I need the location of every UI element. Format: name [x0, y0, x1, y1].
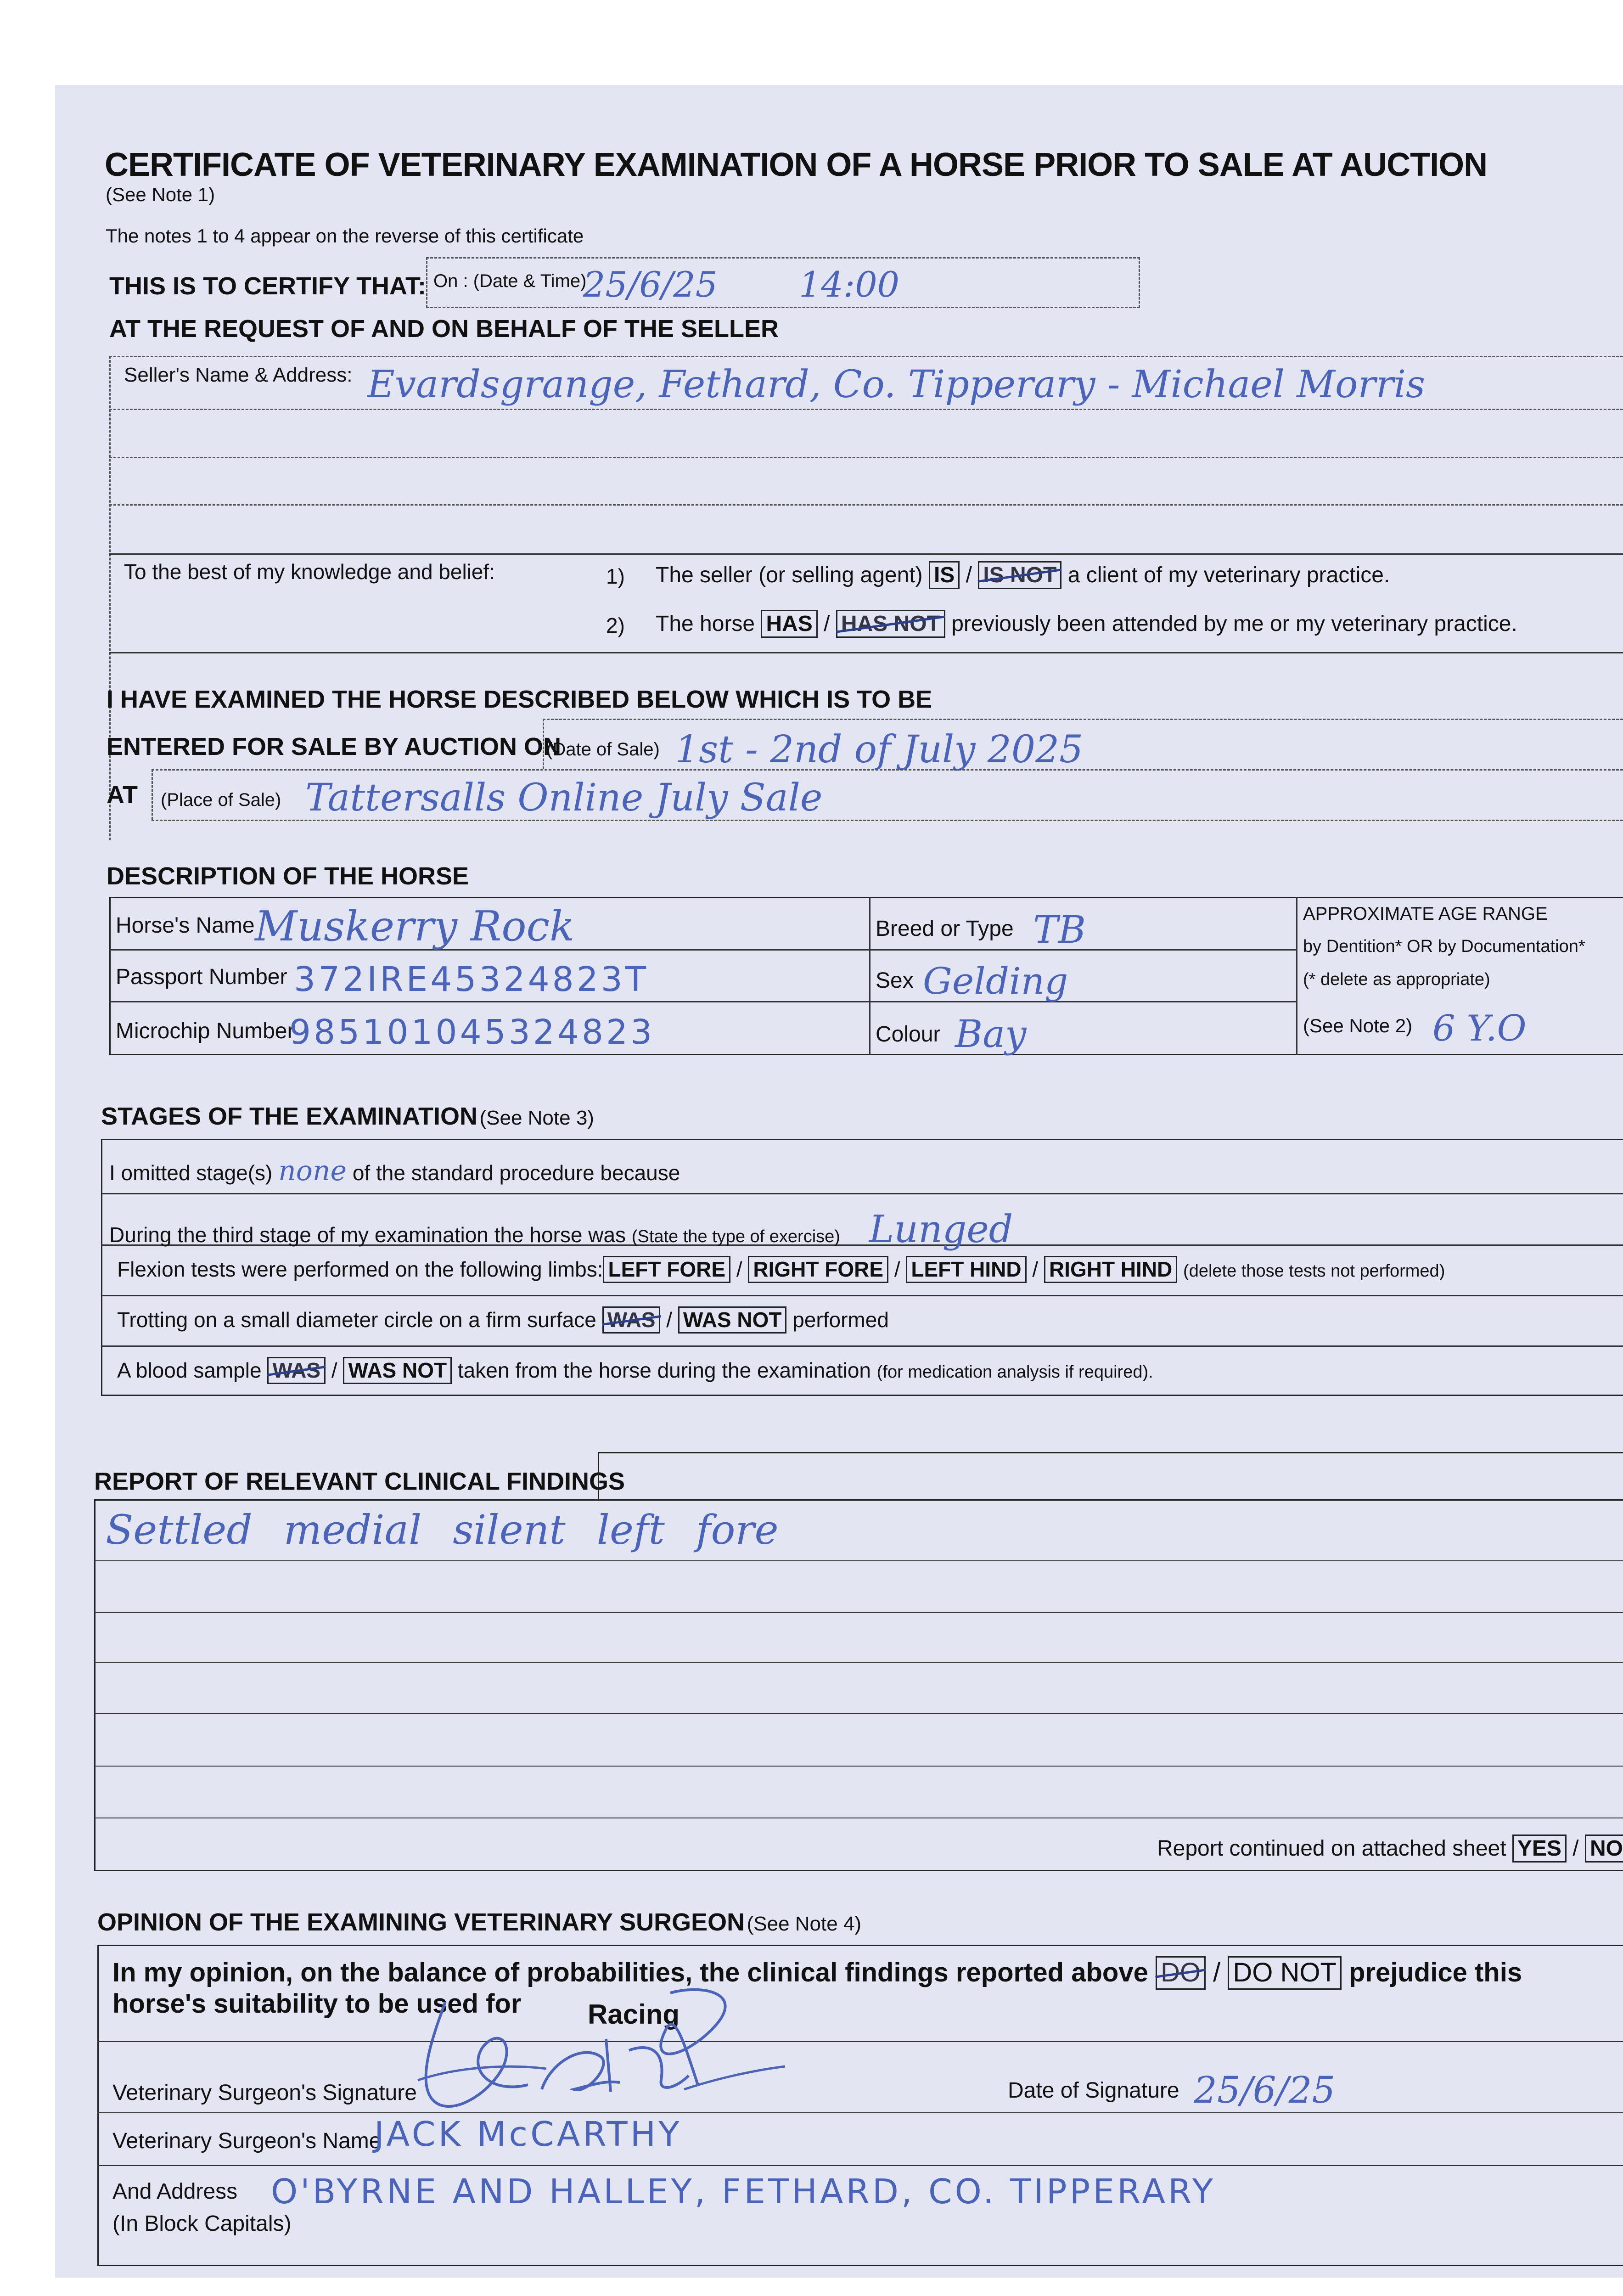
opinion-heading-row	[97, 1908, 861, 1936]
passport-value: 372IRE45324823T	[294, 960, 649, 999]
sale-date-label: (Date of Sale)	[546, 739, 660, 760]
report-continued-yes[interactable]: YES	[1512, 1835, 1567, 1863]
stages-line-3	[101, 1295, 1623, 1296]
age-line-2: by Dentition* OR by Documentation*	[1303, 937, 1585, 956]
passport-label: Passport Number	[116, 965, 287, 989]
opinion-text-line-2: horse's suitability to be used for	[112, 1989, 522, 2019]
third-stage-text: During the third stage of my examination the horse was	[109, 1223, 626, 1247]
opinion-text-post: prejudice this	[1349, 1958, 1522, 1987]
report-continued-slash: /	[1572, 1836, 1579, 1861]
certify-box-top	[426, 257, 1140, 259]
opinion-option-do-not[interactable]: DO NOT	[1228, 1956, 1342, 1990]
trotting-option-was-not[interactable]: WAS NOT	[678, 1306, 787, 1334]
item2-row	[656, 610, 1517, 638]
age-value: 6 Y.O	[1432, 1008, 1527, 1049]
item2-option-has[interactable]: HAS	[761, 610, 817, 638]
third-stage-value: Lunged	[869, 1208, 1013, 1251]
opinion-line-1	[97, 2041, 1623, 2042]
report-box	[94, 1499, 1623, 1871]
trotting-option-was[interactable]: WAS	[602, 1306, 661, 1334]
stages-heading-note: (See Note 3)	[479, 1107, 594, 1129]
description-heading: DESCRIPTION OF THE HORSE	[107, 862, 469, 890]
third-stage-note: (State the type of exercise)	[631, 1227, 840, 1246]
opinion-text-row	[112, 1956, 1522, 1990]
examined-line-1: I HAVE EXAMINED THE HORSE DESCRIBED BELOW WHICH IS TO BE	[107, 686, 932, 713]
omitted-pre: I omitted stage(s)	[109, 1161, 273, 1185]
trotting-row	[117, 1306, 889, 1334]
flexion-slash-2: /	[894, 1257, 900, 1281]
flexion-left-hind[interactable]: LEFT HIND	[906, 1256, 1026, 1283]
report-line-1	[94, 1560, 1623, 1561]
omitted-post: of the standard procedure because	[352, 1161, 680, 1185]
certify-box-left	[426, 257, 427, 308]
colour-label: Colour	[876, 1022, 941, 1047]
stages-line-4	[101, 1345, 1623, 1347]
seller-line-1	[109, 409, 1623, 410]
report-finding: Settled medial silent left fore	[106, 1506, 779, 1553]
surgeon-name-label: Veterinary Surgeon's Name	[112, 2129, 382, 2153]
signature-image	[390, 1975, 803, 2126]
see-note-1: (See Note 1)	[106, 184, 215, 205]
trotting-post: performed	[792, 1308, 889, 1332]
blood-text: A blood sample	[117, 1358, 262, 1382]
breed-value: TB	[1033, 908, 1086, 952]
microchip-value: 985101045324823	[289, 1013, 655, 1052]
trotting-slash: /	[666, 1308, 673, 1332]
horse-name-label: Horse's Name	[116, 913, 255, 938]
blood-option-was-not[interactable]: WAS NOT	[343, 1357, 452, 1384]
knowledge-bottom	[109, 652, 1623, 653]
at-label: AT	[107, 781, 138, 809]
opinion-heading: OPINION OF THE EXAMINING VETERINARY SURGEON	[97, 1908, 745, 1936]
omitted-row	[109, 1155, 680, 1187]
opinion-line-2	[97, 2112, 1623, 2113]
opinion-heading-note: (See Note 4)	[747, 1913, 862, 1935]
sale-date-box-left	[543, 719, 544, 769]
sale-date-value: 1st - 2nd of July 2025	[675, 728, 1084, 771]
certify-box-bottom	[426, 307, 1140, 308]
report-line-5	[94, 1766, 1623, 1767]
sex-label: Sex	[876, 968, 914, 993]
item2-post: previously been attended by me or my veterinary practice.	[951, 612, 1517, 636]
report-line-2	[94, 1612, 1623, 1613]
item2-number: 2)	[606, 613, 625, 637]
age-line-3: (* delete as appropriate)	[1303, 970, 1490, 989]
description-col-1	[869, 897, 870, 1055]
opinion-line-3	[97, 2165, 1623, 2166]
report-line-3	[94, 1662, 1623, 1663]
item1-option-is-not[interactable]: IS NOT	[978, 561, 1061, 589]
blood-option-was[interactable]: WAS	[267, 1357, 326, 1384]
trotting-text: Trotting on a small diameter circle on a firm surface	[117, 1308, 596, 1332]
surgeon-name-value: JACK McCARTHY	[374, 2115, 682, 2154]
flexion-right-fore[interactable]: RIGHT FORE	[748, 1256, 888, 1283]
seller-label: Seller's Name & Address:	[124, 364, 353, 386]
seller-box-left	[109, 356, 111, 840]
stages-heading: STAGES OF THE EXAMINATION	[101, 1103, 478, 1130]
place-label: (Place of Sale)	[161, 790, 281, 810]
block-capitals-note: (In Block Capitals)	[112, 2212, 292, 2236]
report-heading: REPORT OF RELEVANT CLINICAL FINDINGS	[94, 1468, 625, 1495]
flexion-slash-1: /	[736, 1257, 742, 1281]
certificate-title: CERTIFICATE OF VETERINARY EXAMINATION OF A HORSE PRIOR TO SALE AT AUCTION	[105, 146, 1488, 183]
blood-slash: /	[331, 1358, 337, 1382]
blood-row	[117, 1357, 1153, 1384]
seller-line-3	[109, 504, 1623, 506]
opinion-slash: /	[1213, 1958, 1221, 1987]
flexion-note: (delete those tests not performed)	[1183, 1261, 1445, 1281]
report-heading-box	[598, 1452, 1623, 1500]
date-signature-label: Date of Signature	[1008, 2078, 1179, 2103]
flexion-row	[117, 1256, 1445, 1283]
report-line-4	[94, 1713, 1623, 1714]
sex-value: Gelding	[923, 960, 1068, 1002]
notes-text: The notes 1 to 4 appear on the reverse of this certificate	[106, 225, 584, 247]
microchip-label: Microchip Number	[116, 1019, 295, 1043]
place-value: Tattersalls Online July Sale	[305, 776, 823, 820]
flexion-text: Flexion tests were performed on the following limbs:	[117, 1257, 603, 1281]
item1-pre: The seller (or selling agent)	[656, 563, 923, 587]
flexion-left-fore[interactable]: LEFT FORE	[603, 1256, 730, 1283]
stages-heading-row	[101, 1102, 594, 1131]
horse-name-value: Muskerry Rock	[255, 902, 575, 951]
seller-value: Evardsgrange, Fethard, Co. Tipperary - Michael Morris	[367, 363, 1426, 406]
opinion-purpose: Racing	[588, 1999, 680, 2030]
description-col-2	[1296, 897, 1297, 1055]
opinion-text-pre: In my opinion, on the balance of probabilities, the clinical findings reported above	[112, 1958, 1148, 1987]
item2-slash: /	[824, 612, 830, 636]
item2-pre: The horse	[656, 612, 755, 636]
item1-row	[656, 561, 1390, 589]
seller-line-4	[109, 553, 1623, 555]
exam-date: 25/6/25	[583, 264, 718, 305]
flexion-right-hind[interactable]: RIGHT HIND	[1044, 1256, 1177, 1283]
address-value: O'BYRNE AND HALLEY, FETHARD, CO. TIPPERARY	[271, 2172, 1216, 2212]
age-note: (See Note 2)	[1303, 1015, 1413, 1036]
third-stage-row	[109, 1208, 1013, 1251]
blood-note: (for medication analysis if required).	[876, 1362, 1153, 1382]
seller-line-2	[109, 457, 1623, 458]
address-label: And Address	[112, 2179, 238, 2204]
item1-slash: /	[966, 563, 972, 587]
place-box-bottom	[152, 820, 1623, 821]
item2-option-has-not[interactable]: HAS NOT	[836, 610, 945, 638]
signature-label: Veterinary Surgeon's Signature	[112, 2081, 417, 2105]
knowledge-label: To the best of my knowledge and belief:	[124, 560, 495, 584]
blood-post: taken from the horse during the examination	[457, 1358, 871, 1382]
report-continued-row	[1157, 1835, 1623, 1863]
item1-post: a client of my veterinary practice.	[1067, 563, 1390, 587]
report-continued-label: Report continued on attached sheet	[1157, 1836, 1506, 1861]
colour-value: Bay	[955, 1013, 1027, 1056]
stages-line-1	[101, 1193, 1623, 1194]
description-row-line-2	[109, 1001, 1296, 1002]
breed-label: Breed or Type	[876, 917, 1014, 941]
flexion-slash-3: /	[1032, 1257, 1039, 1281]
item1-number: 1)	[606, 564, 625, 588]
place-box-left	[152, 769, 153, 820]
sale-date-box-bottom	[152, 769, 1623, 771]
date-time-label: On : (Date & Time)	[433, 271, 587, 291]
certify-box-right	[1139, 257, 1140, 308]
age-heading: APPROXIMATE AGE RANGE	[1303, 904, 1548, 924]
item1-option-is[interactable]: IS	[929, 561, 960, 589]
exam-time: 14:00	[799, 264, 900, 305]
opinion-option-do[interactable]: DO	[1156, 1956, 1206, 1990]
certify-label: THIS IS TO CERTIFY THAT:	[109, 272, 427, 300]
date-signature-value: 25/6/25	[1194, 2069, 1336, 2111]
examined-line-2: ENTERED FOR SALE BY AUCTION ON	[107, 733, 562, 760]
seller-box-top	[109, 356, 1623, 357]
request-text: AT THE REQUEST OF AND ON BEHALF OF THE SELLER	[109, 315, 779, 343]
omitted-value: none	[278, 1155, 347, 1187]
report-continued-no[interactable]: NO	[1585, 1835, 1623, 1863]
sale-date-box-top	[543, 719, 1623, 720]
